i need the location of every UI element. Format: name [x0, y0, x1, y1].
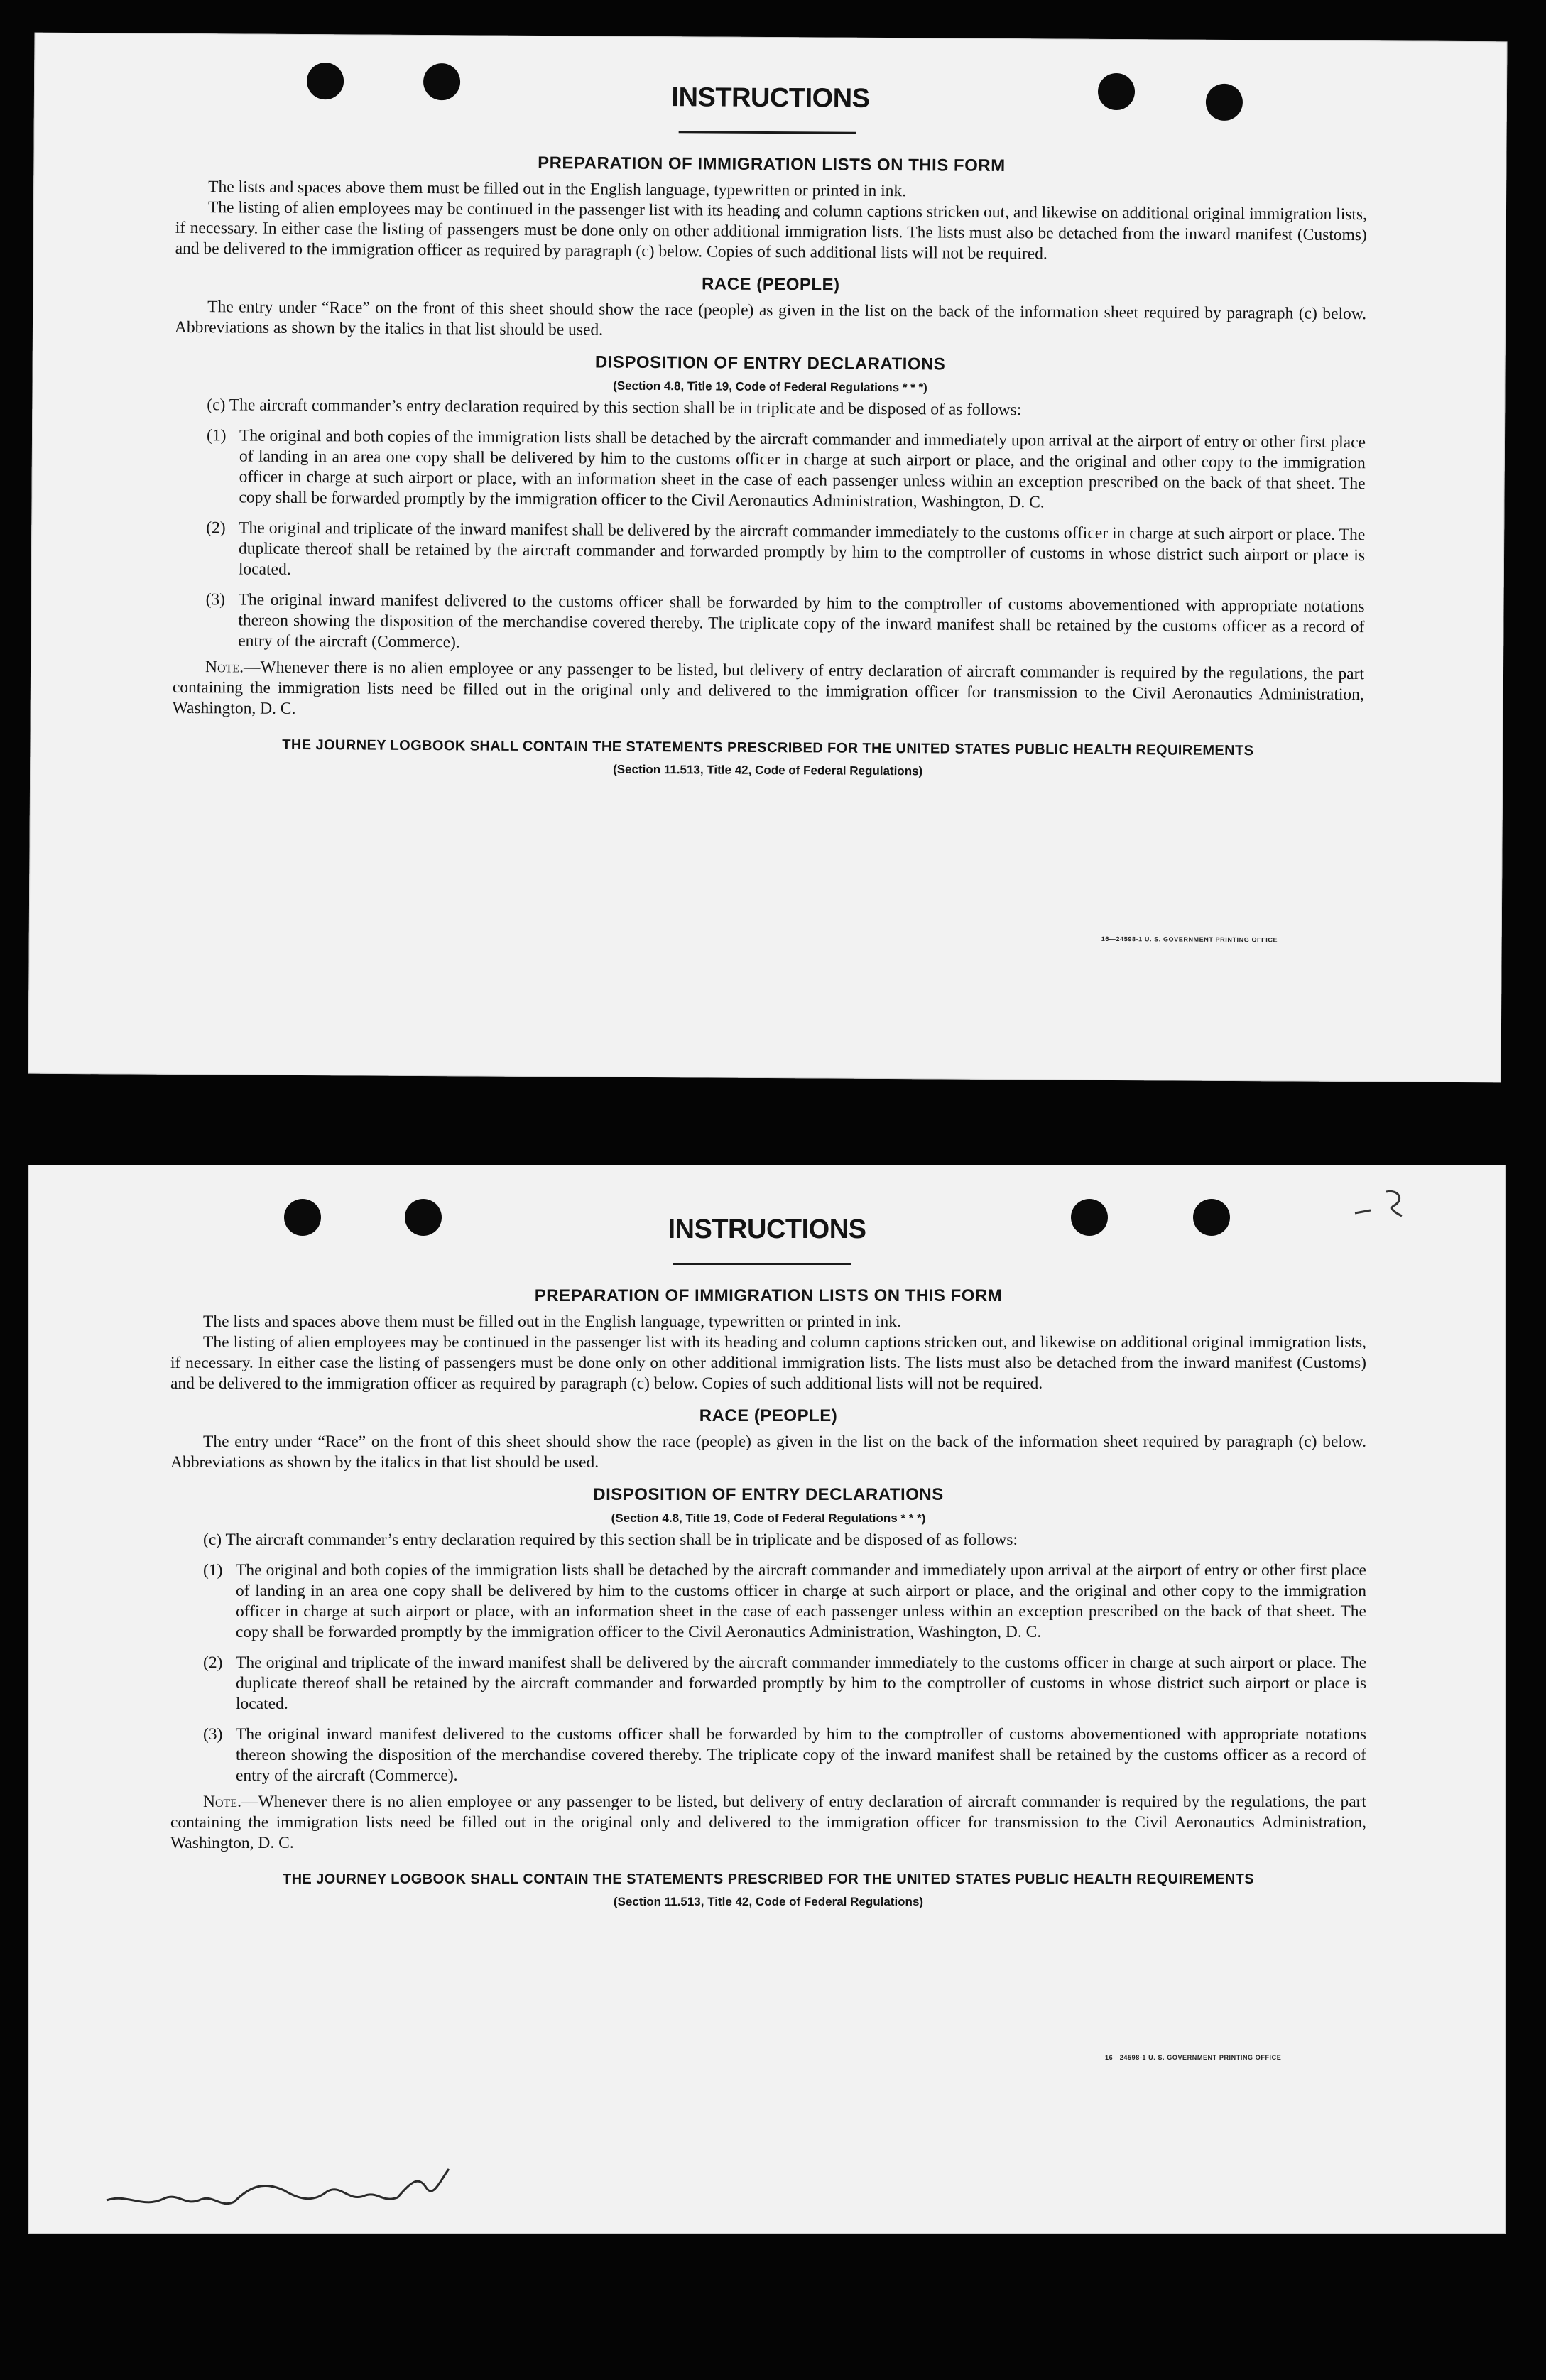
paragraph: The listing of alien employees may be continued in the passenger list with its heading and column captions stricken out, and likewise on additional original immigration lists, if necessary. In either case the listing of passengers must be done only on other additional immigration lists. The lists must also be detached from the inward manifest (Customs) and be delivered to the immigration officer as required by paragraph (c) below. Copies of such additional lists will not be required.	[175, 198, 1368, 263]
section-heading-preparation: PREPARATION OF IMMIGRATION LISTS ON THIS FORM	[538, 153, 1006, 176]
list-item-number: (3)	[203, 1725, 223, 1744]
list-item	[170, 1653, 1366, 1715]
title-underline	[673, 1263, 851, 1265]
logbook-requirement: THE JOURNEY LOGBOOK SHALL CONTAIN THE STATEMENTS PRESCRIBED FOR THE UNITED STATES PUBLIC HEALTH REQUIREMENTS	[282, 1871, 1255, 1887]
printer-imprint: 16—24598-1 U. S. GOVERNMENT PRINTING OFFICE	[1101, 935, 1278, 944]
note-text: —Whenever there is no alien employee or any passenger to be listed, but delivery of entry declaration of aircraft commander is required by the regulations, the part containing the immigration lists need be filled out in the original only and delivered to the immigration officer for transmission to the Civil Aeronautics Administration, Washington, D. C.	[170, 1793, 1366, 1852]
paragraph-c: (c) The aircraft commander’s entry declaration required by this section shall be in triplicate and be disposed of as follows:	[207, 396, 1022, 420]
list-item	[173, 518, 1366, 587]
logbook-citation: (Section 11.513, Title 42, Code of Federal Regulations)	[613, 762, 923, 778]
list-item-number: (2)	[203, 1653, 223, 1672]
list-item-text: The original and both copies of the immigration lists shall be detached by the aircraft commander and immediately upon arrival at the airport of entry or other first place of landing in an area one copy shall be delivered by him to the customs officer in charge at such airport or place, and the original and other copy to the immigration officer in charge at such airport or place, with an information sheet in the case of each passenger unless within an exception prescribed on the back of that sheet. The copy shall be forwarded promptly by the immigration officer to the Civil Aeronautics Administration, Washington, D. C.	[236, 1561, 1366, 1641]
instruction-sheet-2	[28, 1165, 1506, 2234]
section-heading-race: RACE (PEOPLE)	[699, 1406, 838, 1425]
list-item-number: (2)	[206, 518, 226, 538]
list-item	[170, 1560, 1366, 1643]
logbook-citation: (Section 11.513, Title 42, Code of Federal Regulations)	[613, 1895, 924, 1908]
section-heading-disposition: DISPOSITION OF ENTRY DECLARATIONS	[593, 1485, 944, 1504]
note-label: Note.	[205, 658, 244, 677]
section-heading-race: RACE (PEOPLE)	[702, 274, 840, 295]
list-item-number: (1)	[203, 1561, 223, 1580]
list-item-number: (3)	[205, 590, 226, 609]
title-underline	[679, 131, 856, 134]
pencil-mark	[1349, 1185, 1413, 1227]
page-title: INSTRUCTIONS	[671, 82, 870, 114]
note-paragraph	[173, 657, 1365, 726]
section-heading-preparation: PREPARATION OF IMMIGRATION LISTS ON THIS FORM	[534, 1286, 1003, 1305]
paragraph: The entry under “Race” on the front of this sheet should show the race (people) as given in the list on the back of the information sheet required by paragraph (c) below. Abbreviations as shown by the italics in that list should be used.	[170, 1433, 1366, 1472]
paragraph: The lists and spaces above them must be filled out in the English language, typewritten or printed in ink.	[208, 178, 907, 201]
list-item-text: The original and both copies of the immigration lists shall be detached by the aircraft commander and immediately upon arrival at the airport of entry or other first place of landing in an area one copy shall be delivered by him to the customs officer in charge at such airport or place, and the original and other copy to the immigration officer in charge at such airport or place, with an information sheet in the case of each passenger unless within an exception prescribed on the back of that sheet. The copy shall be forwarded promptly by the immigration officer to the Civil Aeronautics Administration, Washington, D. C.	[239, 426, 1366, 512]
list-item	[170, 1724, 1366, 1786]
list-item-text: The original and triplicate of the inward manifest shall be delivered by the aircraft commander immediately to the customs officer in charge at such airport or place. The duplicate thereof shall be retained by the aircraft commander and forwarded promptly by him to the comptroller of customs in whose district such airport or place is located.	[238, 518, 1366, 579]
page-title: INSTRUCTIONS	[668, 1215, 866, 1244]
list-item	[173, 589, 1365, 658]
list-item-text: The original inward manifest delivered to the customs officer shall be forwarded by him to the comptroller of customs abovementioned with appropriate notations thereon showing the disposition of the merchandise covered thereby. The triplicate copy of the inward manifest shall be retained by the customs officer as a record of entry of the aircraft (Commerce).	[236, 1725, 1366, 1785]
instructions-body	[172, 151, 1367, 784]
paragraph: The entry under “Race” on the front of this sheet should show the race (people) as given in the list on the back of the information sheet required by paragraph (c) below. Abbreviations as shown by the italics in that list should be used.	[174, 298, 1367, 339]
section-citation: (Section 4.8, Title 19, Code of Federal Regulations * * *)	[613, 379, 927, 395]
section-heading-disposition: DISPOSITION OF ENTRY DECLARATIONS	[594, 352, 946, 374]
handwritten-signature	[99, 2159, 469, 2223]
logbook-requirement: THE JOURNEY LOGBOOK SHALL CONTAIN THE STATEMENTS PRESCRIBED FOR THE UNITED STATES PUBLIC HEALTH REQUIREMENTS	[282, 737, 1254, 759]
printer-imprint: 16—24598-1 U. S. GOVERNMENT PRINTING OFFICE	[1105, 2054, 1282, 2061]
paragraph-c: (c) The aircraft commander’s entry declaration required by this section shall be in triplicate and be disposed of as follows:	[203, 1531, 1018, 1549]
list-item-text: The original and triplicate of the inward manifest shall be delivered by the aircraft commander immediately to the customs officer in charge at such airport or place. The duplicate thereof shall be retained by the aircraft commander and forwarded promptly by him to the comptroller of customs in whose district such airport or place is located.	[236, 1653, 1366, 1713]
section-citation: (Section 4.8, Title 19, Code of Federal Regulations * * *)	[611, 1511, 926, 1525]
paragraph: The lists and spaces above them must be filled out in the English language, typewritten or printed in ink.	[203, 1313, 901, 1331]
instructions-body	[170, 1286, 1366, 1912]
instruction-sheet-1	[28, 33, 1508, 1083]
note-label: Note.	[203, 1793, 241, 1811]
list-item-text: The original inward manifest delivered to the customs officer shall be forwarded by him to the comptroller of customs abovementioned with appropriate notations thereon showing the disposition of the merchandise covered thereby. The triplicate copy of the inward manifest shall be retained by the customs officer as a record of entry of the aircraft (Commerce).	[238, 590, 1365, 652]
paragraph: The listing of alien employees may be continued in the passenger list with its heading and column captions stricken out, and likewise on additional original immigration lists, if necessary. In either case the listing of passengers must be done only on other additional immigration lists. The lists must also be detached from the inward manifest (Customs) and be delivered to the immigration officer as required by paragraph (c) below. Copies of such additional lists will not be required.	[170, 1333, 1366, 1393]
note-paragraph	[170, 1792, 1366, 1854]
list-item	[173, 425, 1366, 515]
note-text: —Whenever there is no alien employee or any passenger to be listed, but delivery of entry declaration of aircraft commander is required by the regulations, the part containing the immigration lists need be filled out in the original only and delivered to the immigration officer for transmission to the Civil Aeronautics Administration, Washington, D. C.	[172, 658, 1365, 718]
list-item-number: (1)	[206, 426, 227, 445]
